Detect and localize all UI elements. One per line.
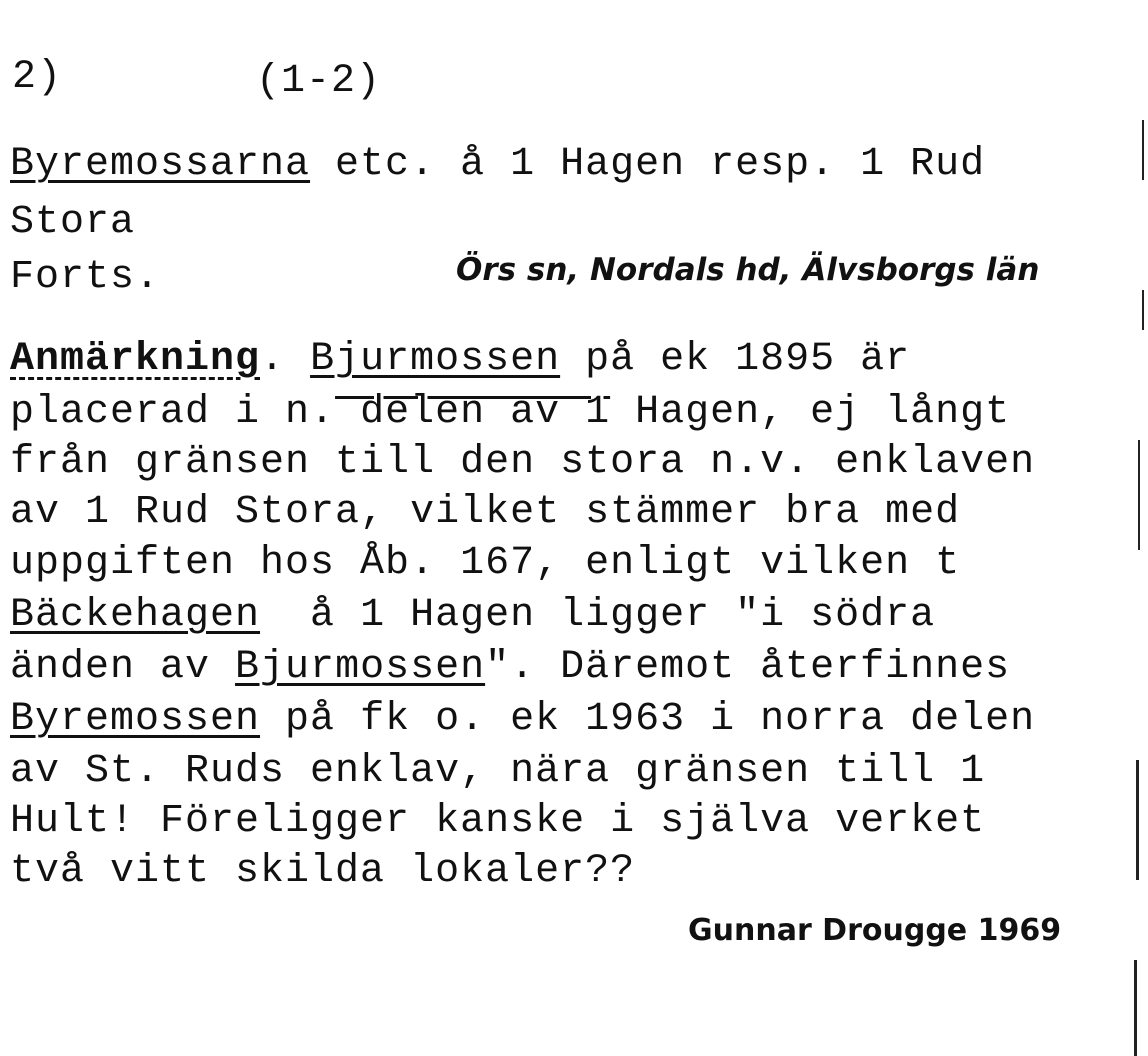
note-line-9: av St. Ruds enklav, nära gränsen till 1: [10, 749, 986, 794]
note-line-7-a: änden av: [10, 645, 236, 690]
note-line-2-c: Hagen, ej långt: [610, 390, 1011, 435]
title-place-name: Byremossarna: [10, 142, 311, 187]
scan-edge-line: [1142, 290, 1144, 330]
title-rest: etc. å 1 Hagen resp. 1 Rud: [310, 142, 986, 187]
note-line-4: av 1 Rud Stora, vilket stämmer bra med: [10, 490, 961, 535]
card-title: [10, 142, 986, 187]
note-place-bjurmossen: Bjurmossen: [310, 337, 561, 382]
note-label-dot: .: [260, 337, 311, 382]
note-line-2-b: delen av 1: [335, 390, 611, 435]
note-line-7: [10, 645, 1011, 690]
note-line-10: Hult! Föreligger kanske i själva verket: [10, 799, 986, 844]
note-line-11: två vitt skilda lokaler??: [10, 849, 636, 894]
note-line-6: [10, 593, 936, 638]
note-line-1: [10, 337, 911, 382]
note-line-2: [10, 390, 1011, 435]
card-range: (1-2): [256, 59, 382, 104]
note-place-bjurmossen-2: Bjurmossen: [235, 645, 486, 690]
note-line-6-rest: å 1 Hagen ligger "i södra: [260, 593, 936, 638]
note-line-2-a: placerad i n.: [10, 390, 336, 435]
title-line-stora: Stora: [10, 200, 136, 245]
title-line-forts: Forts.: [10, 255, 161, 300]
note-line-8-rest: på fk o. ek 1963 i norra delen: [260, 697, 1036, 742]
note-line-5: uppgiften hos Åb. 167, enligt vilken t: [10, 541, 961, 586]
signature-stamp: Gunnar Drougge 1969: [688, 913, 1062, 948]
note-place-byremossen: Byremossen: [10, 697, 261, 742]
scan-edge-line: [1134, 960, 1137, 1056]
location-stamp: Örs sn, Nordals hd, Älvsborgs län: [456, 252, 1040, 288]
scan-edge-line: [1136, 760, 1139, 880]
scan-edge-line: [1138, 440, 1140, 550]
scan-edge-line: [1142, 120, 1144, 180]
note-place-backehagen: Bäckehagen: [10, 593, 261, 638]
note-line-3: från gränsen till den stora n.v. enklaven: [10, 440, 1036, 485]
card-number: 2): [12, 55, 63, 100]
note-label: Anmärkning: [10, 337, 261, 382]
note-line-1-rest: på ek 1895 är: [560, 337, 911, 382]
note-line-7-rest: ". Däremot återfinnes: [485, 645, 1011, 690]
note-line-8: [10, 697, 1036, 742]
